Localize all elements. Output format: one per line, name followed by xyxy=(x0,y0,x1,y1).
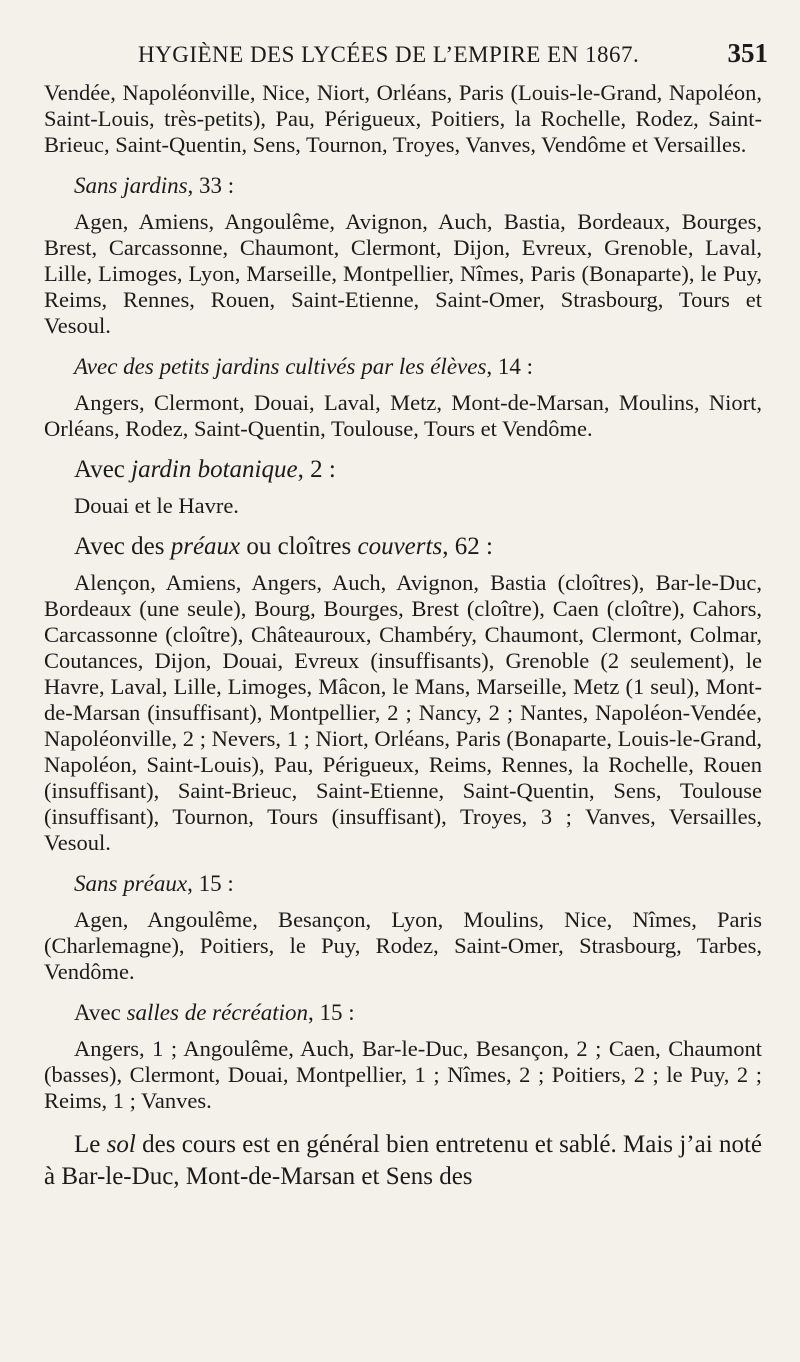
section-list-salles-recreation: Angers, 1 ; Angoulême, Auch, Bar-le-Duc, Besançon, 2 ; Caen, Chaumont (basses), Clermont, Douai, Montpellier, 1 ; Nîmes, 2 ; Poitiers, 2 ; le Puy, 2 ; Reims, 1 ; Vanves. xyxy=(44,1036,762,1113)
section-heading-preaux: Avec des préaux ou cloîtres couverts, 62 : xyxy=(74,533,493,560)
page-number: 351 xyxy=(727,38,768,68)
section-heading-jardin-botanique: Avec jardin botanique, 2 : xyxy=(74,456,336,483)
running-title: HYGIÈNE DES LYCÉES DE L’EMPIRE EN 1867. xyxy=(138,42,640,67)
section-list-sans-preaux: Agen, Angoulême, Besançon, Lyon, Moulins, Nice, Nîmes, Paris (Charlemagne), Poitiers, le Puy, Rodez, Saint-Omer, Strasbourg, Tarbes, Vendôme. xyxy=(44,907,762,984)
section-list-jardin-botanique: Douai et le Havre. xyxy=(74,493,239,518)
final-paragraph: Le sol des cours est en général bien entretenu et sablé. Mais j’ai noté à Bar-le-Duc, Mont-de-Marsan et Sens des xyxy=(44,1131,763,1190)
section-list-sans-jardins: Agen, Amiens, Angoulême, Avignon, Auch, Bastia, Bordeaux, Bourges, Brest, Carcassonne, Chaumont, Clermont, Dijon, Evreux, Grenoble, Laval, Lille, Limoges, Lyon, Marseille, Montpellier, Nîmes, Paris (Bonaparte), le Puy, Reims, Rennes, Rouen, Saint-Etienne, Saint-Omer, Strasbourg, Tours et Vesoul. xyxy=(44,209,762,338)
section-list-petits-jardins: Angers, Clermont, Douai, Laval, Metz, Mont-de-Marsan, Moulins, Niort, Orléans, Rodez, Saint-Quentin, Toulouse, Tours et Vendôme. xyxy=(44,390,762,441)
section-heading-sans-preaux: Sans préaux, 15 : xyxy=(74,871,234,896)
section-heading-sans-jardins: Sans jardins, 33 : xyxy=(74,173,235,198)
section-list-preaux: Alençon, Amiens, Angers, Auch, Avignon, Bastia (cloîtres), Bar-le-Duc, Bordeaux (une seule), Bourg, Bourges, Brest (cloître), Caen (cloître), Cahors, Carcassonne (cloître), Châteauroux, Chambéry, Chaumont, Clermont, Colmar, Coutances, Dijon, Douai, Evreux (insuffisants), Grenoble (2 seulement), le Havre, Laval, Lille, Limoges, Mâcon, le Mans, Marseille, Metz (1 seul), Mont-de-Marsan (insuffisant), Montpellier, 2 ; Nancy, 2 ; Nantes, Napoléon-Vendée, Napoléonville, 2 ; Nevers, 1 ; Niort, Orléans, Paris (Bonaparte, Louis-le-Grand, Napoléon, Saint-Louis), Pau, Périgueux, Reims, Rennes, la Rochelle, Rouen (insuffisant), Saint-Brieuc, Saint-Etienne, Saint-Quentin, Sens, Toulouse (insuffisant), Tournon, Tours (insuffisant), Troyes, 3 ; Vanves, Versailles, Vesoul. xyxy=(44,570,762,855)
section-heading-salles-recreation: Avec salles de récréation, 15 : xyxy=(74,1000,355,1025)
page-header xyxy=(138,38,768,74)
intro-paragraph: Vendée, Napoléonville, Nice, Niort, Orléans, Paris (Louis-le-Grand, Napoléon, Saint-Louis, très-petits), Pau, Périgueux, Poitiers, la Rochelle, Rodez, Saint-Brieuc, Saint-Quentin, Sens, Tournon, Troyes, Vanves, Vendôme et Versailles. xyxy=(44,80,762,157)
page-body xyxy=(44,80,762,1193)
section-heading-petits-jardins: Avec des petits jardins cultivés par les élèves, 14 : xyxy=(74,354,534,379)
